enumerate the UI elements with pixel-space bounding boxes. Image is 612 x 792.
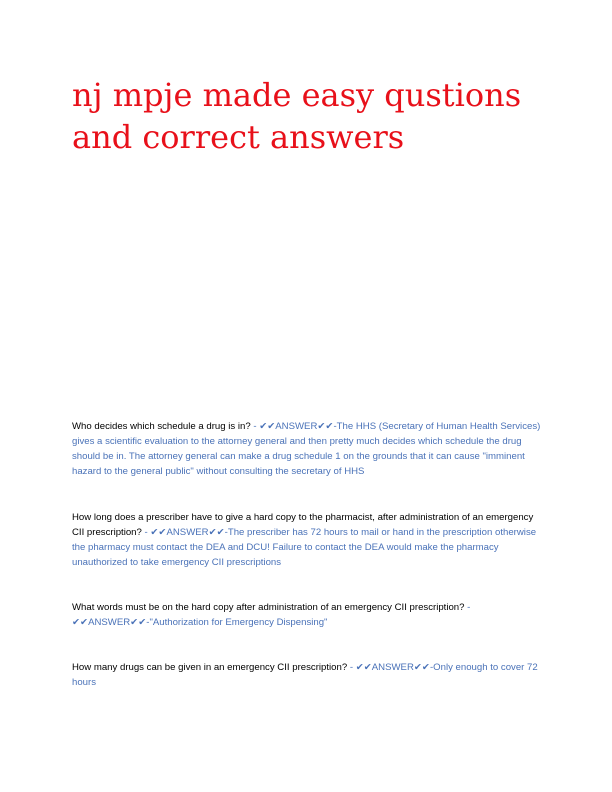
qa-item xyxy=(72,660,542,690)
qa-item xyxy=(72,600,542,630)
qa-item xyxy=(72,510,542,570)
qa-item xyxy=(72,419,542,479)
title-line-2: and correct answers xyxy=(72,118,405,156)
question-text: How many drugs can be given in an emergency CII prescription? xyxy=(72,662,348,673)
question-text: How long does a prescriber have to give a hard copy to the pharmacist, after administration of an emergency CII prescription? xyxy=(72,512,534,538)
answer-text: ✔✔ANSWER✔✔-The prescriber has 72 hours to mail or hand in the prescription otherwise the pharmacy must contact the DEA and DCU! Failure to contact the DEA would make the pharmacy unauthorized to take emergency CII prescriptions xyxy=(72,527,537,568)
answer-separator: - xyxy=(250,421,260,432)
answer-text: ✔✔ANSWER✔✔-"Authorization for Emergency Dispensing" xyxy=(72,617,328,628)
answer-text: ✔✔ANSWER✔✔-The HHS (Secretary of Human Health Services) gives a scientific evaluation to the attorney general and then pretty much decides which schedule the drug should be in. The attorney general can make a drug schedule 1 on the grounds that it can cause "imminent hazard to the general public" without consulting the secretary of HHS xyxy=(72,421,541,477)
title-line-1: nj mpje made easy qustions xyxy=(72,76,522,114)
question-text: What words must be on the hard copy after administration of an emergency CII prescription? xyxy=(72,602,465,613)
answer-separator: - xyxy=(464,602,471,613)
answer-separator: - xyxy=(347,662,356,673)
question-text: Who decides which schedule a drug is in? xyxy=(72,421,251,432)
answer-text: ✔✔ANSWER✔✔-Only enough to cover 72 hours xyxy=(72,662,538,688)
answer-separator: - xyxy=(141,527,151,538)
document-title xyxy=(72,74,542,158)
